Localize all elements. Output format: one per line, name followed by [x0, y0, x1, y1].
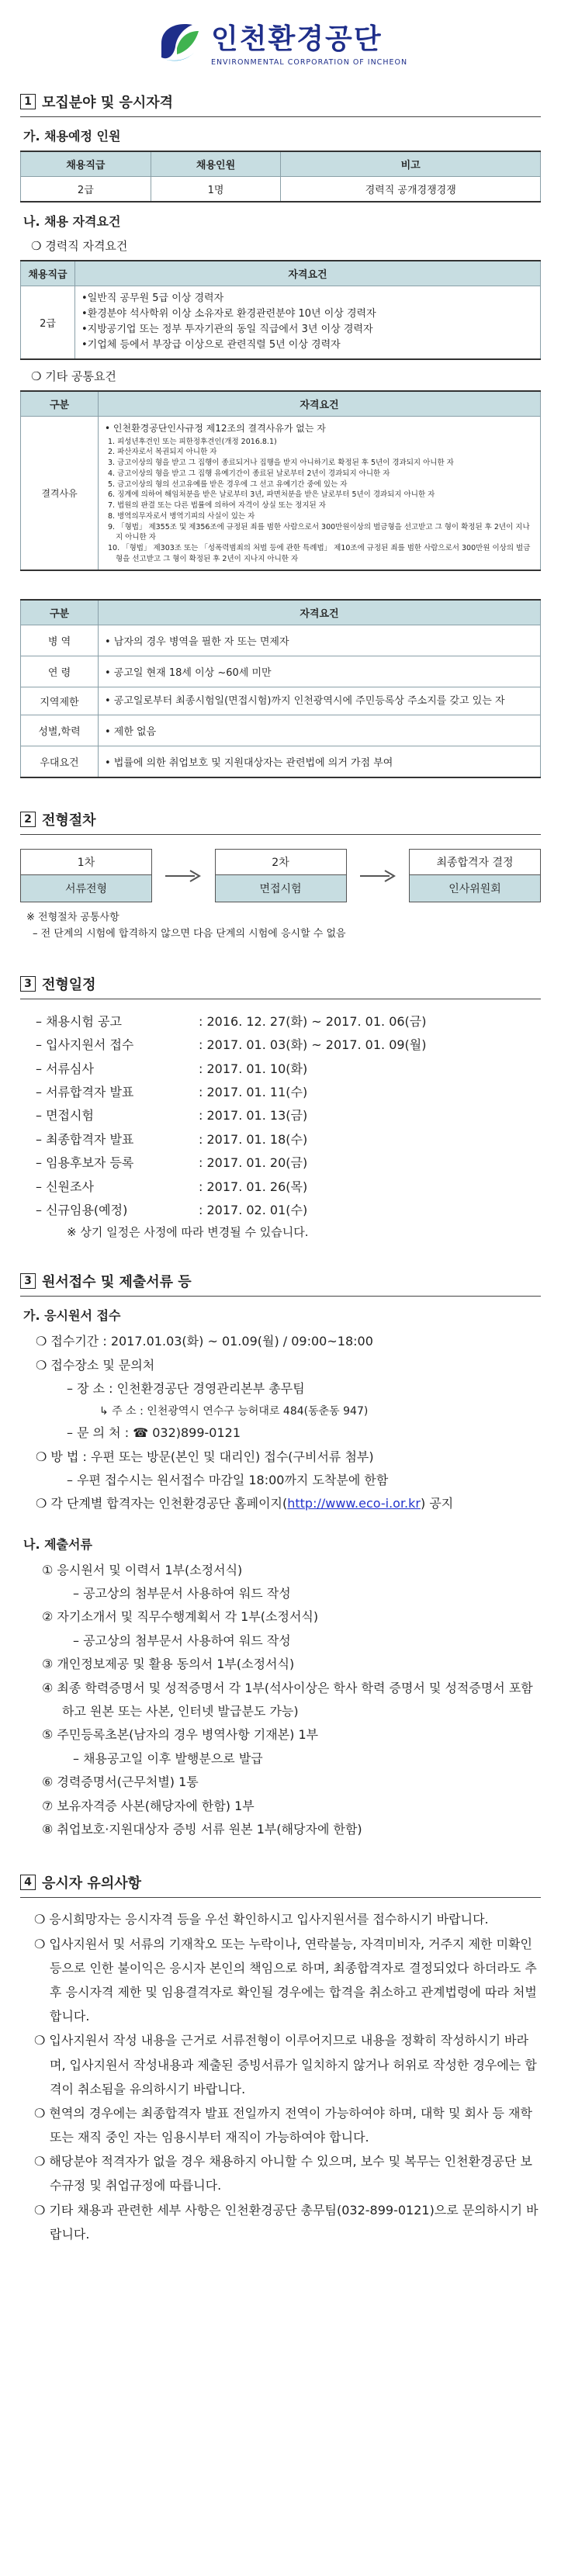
table-cell: 1명 — [151, 177, 281, 203]
caution-item: ❍ 현역의 경우에는 최종합격자 발표 전일까지 전역이 가능하여야 하며, 대학 및 회사 등 재학 또는 재직 중인 자는 임용시부터 재직이 가능하여야 합니다. — [34, 2105, 532, 2145]
table-cell: 경력직 공개경쟁경쟁 — [281, 177, 541, 203]
application-method-note: – 우편 접수시는 원서접수 마감일 18:00까지 도착분에 한함 — [67, 1472, 389, 1487]
header-logo — [20, 0, 541, 84]
section-number: 4 — [20, 1875, 36, 1890]
section-3-heading — [20, 974, 541, 994]
section-5-heading — [20, 1872, 541, 1892]
career-requirements-heading: ❍ 경력직 자격요건 — [31, 239, 128, 253]
leaf-logo-icon — [154, 17, 203, 67]
contact-phone: – 문 의 처 : ☎ 032)899-0121 — [67, 1425, 241, 1441]
schedule-item — [36, 1058, 541, 1081]
table-cell: • 공고일로부터 최종시험일(면접시험)까지 인천광역시에 주민등록상 주소지를 갖고 있는 자 — [99, 687, 541, 715]
announcement-text: ❍ 각 단계별 합격자는 인천환경공단 홈페이지( — [36, 1496, 288, 1511]
schedule-item — [36, 1010, 541, 1034]
table-cell: • 제한 없음 — [99, 715, 541, 746]
schedule-item — [36, 1199, 541, 1222]
list-item: 9. 「형법」 제355조 및 제356조에 규정된 죄를 범한 사람으로서 300만원이상의 벌금형을 선고받고 그 형이 확정된 후 2년이 지나지 아니한 자 — [108, 522, 530, 542]
section-number: 1 — [20, 94, 36, 109]
schedule-item — [36, 1104, 541, 1127]
table-cell: • 공고일 현재 18세 이상 ~60세 미만 — [99, 656, 541, 687]
process-step — [409, 849, 541, 902]
schedule-item — [36, 1128, 541, 1151]
application-place-heading: ❍ 접수장소 및 문의처 — [36, 1357, 155, 1373]
schedule-note: ※ 상기 일정은 사정에 따라 변경될 수 있습니다. — [67, 1225, 309, 1240]
section-number: 3 — [20, 976, 36, 992]
list-item: 10. 「형법」 제303조 또는 「성폭력범죄의 처벌 등에 관한 특례법」 제10조에 규정된 죄를 범한 사람으로서 300만원 이상의 벌금형을 선고받고 그 형이 확정된 후 2년이 지나지 아니한 자 — [108, 544, 531, 563]
table-header: 자격요건 — [75, 261, 541, 286]
list-item: 7. 법원의 판결 또는 다른 법률에 의하여 자격이 상실 또는 정지된 자 — [108, 501, 326, 511]
announcement-info — [36, 1492, 541, 1515]
process-step-label: 면접시험 — [216, 875, 346, 902]
application-period: ❍ 접수기간 : 2017.01.03(화) ~ 01.09(월) / 09:00~18:00 — [36, 1334, 373, 1349]
table-cell: 병 역 — [21, 625, 99, 656]
table-cell: • 남자의 경우 병역을 필한 자 또는 면제자 — [99, 625, 541, 656]
schedule-date: : 2017. 01. 10(화) — [199, 1061, 308, 1076]
table-header: 자격요건 — [99, 391, 541, 417]
hiring-count-table — [20, 151, 541, 203]
schedule-list — [36, 1010, 541, 1223]
common-requirements-heading: ❍ 기타 공통요건 — [31, 369, 116, 383]
section-title: 원서접수 및 제출서류 등 — [42, 1274, 192, 1291]
table-cell: 결격사유 — [21, 416, 99, 570]
table-header: 채용직급 — [21, 151, 151, 177]
section-2-heading — [20, 809, 541, 829]
list-item: 4. 금고이상의 형을 받고 그 집행 유예기간이 종료된 날로부터 2년이 경과되지 아니한 자 — [108, 469, 390, 478]
process-step-title: 1차 — [21, 850, 151, 875]
document-subitem: – 채용공고일 이후 발행분으로 발급 — [73, 1750, 263, 1766]
divider — [20, 834, 541, 835]
document-item: ⑥ 경력증명서(근무처별) 1통 — [42, 1774, 199, 1790]
caution-item: ❍ 입사지원서 작성 내용을 근거로 서류전형이 이루어지므로 내용을 정확히 작성하시기 바라며, 입사지원서 작성내용과 제출된 증빙서류가 일치하지 않거나 허위로 작성한 경우에는 합격이 취소됨을 유의하시기 바랍니다. — [34, 2033, 537, 2096]
schedule-item — [36, 1151, 541, 1175]
document-item: ⑤ 주민등록초본(남자의 경우 병역사항 기재본) 1부 — [42, 1727, 319, 1743]
table-header: 채용인원 — [151, 151, 281, 177]
schedule-label: – 신규임용(예정) — [36, 1202, 128, 1217]
caution-item: ❍ 응시희망자는 응시자격 등을 우선 확인하시고 입사지원서를 접수하시기 바랍니다. — [34, 1912, 489, 1927]
schedule-date: : 2017. 01. 18(수) — [199, 1131, 308, 1147]
section-title: 모집분야 및 응시자격 — [42, 95, 174, 111]
schedule-date: : 2017. 01. 13(금) — [199, 1108, 308, 1124]
document-item: ⑧ 취업보호·지원대상자 증빙 서류 원본 1부(해당자에 한함) — [42, 1821, 362, 1837]
schedule-label: – 임용후보자 등록 — [36, 1155, 134, 1171]
process-note: – 전 단계의 시험에 합격하지 않으면 다음 단계의 시험에 응시할 수 없음 — [33, 928, 346, 940]
schedule-date: : 2017. 02. 01(수) — [199, 1202, 308, 1217]
table-header: 자격요건 — [99, 600, 541, 625]
table-header: 비고 — [281, 151, 541, 177]
list-item: •지방공기업 또는 정부 투자기관의 동일 직급에서 3년 이상 경력자 — [81, 324, 373, 336]
application-method: ❍ 방 법 : 우편 또는 방문(본인 및 대리인) 접수(구비서류 첨부) — [36, 1449, 374, 1464]
document-item: ② 자기소개서 및 직무수행계획서 각 1부(소정서식) — [42, 1609, 319, 1625]
table-cell: 2급 — [21, 286, 75, 359]
schedule-date: : 2016. 12. 27(화) ~ 2017. 01. 06(금) — [199, 1013, 427, 1029]
table-cell: 우대요건 — [21, 746, 99, 778]
table-cell: 연 령 — [21, 656, 99, 687]
sub-heading: 나. 채용 자격요건 — [23, 214, 121, 229]
table-cell: 지역제한 — [21, 687, 99, 715]
table-cell: • 법률에 의한 취업보호 및 지원대상자는 관련법에 의거 가점 부여 — [99, 746, 541, 778]
section-number: 2 — [20, 812, 36, 827]
process-step-title: 최종합격자 결정 — [410, 850, 540, 875]
schedule-date: : 2017. 01. 03(화) ~ 2017. 01. 09(월) — [199, 1037, 427, 1053]
section-4-heading — [20, 1271, 541, 1291]
schedule-date: : 2017. 01. 11(수) — [199, 1085, 308, 1100]
schedule-label: – 채용시험 공고 — [36, 1013, 122, 1029]
table-cell — [99, 416, 541, 570]
document-subitem: – 공고상의 첨부문서 사용하여 워드 작성 — [73, 1633, 291, 1648]
disqualification-intro: • 인천환경공단인사규정 제12조의 결격사유가 없는 자 — [105, 422, 326, 434]
section-title: 응시자 유의사항 — [42, 1875, 141, 1892]
document-subitem: – 공고상의 첨부문서 사용하여 워드 작성 — [73, 1586, 291, 1601]
table-header: 구분 — [21, 600, 99, 625]
list-item: •환경분야 석사학위 이상 소유자로 환경관련분야 10년 이상 경력자 — [81, 308, 376, 320]
section-number: 3 — [20, 1273, 36, 1289]
sub-heading: 가. 채용예정 인원 — [23, 129, 121, 144]
list-item: •기업체 등에서 부장급 이상으로 관련직렬 5년 이상 경력자 — [81, 339, 341, 351]
divider — [20, 116, 541, 117]
table-header: 채용직급 — [21, 261, 75, 286]
caution-item: ❍ 기타 채용과 관련한 세부 사항은 인천환경공단 총무팀(032-899-0121)으로 문의하시기 바랍니다. — [34, 2202, 538, 2242]
logo-name: 인천환경공단 — [210, 23, 383, 55]
disqualification-table — [20, 390, 541, 571]
process-step-label: 서류전형 — [21, 875, 151, 902]
divider — [20, 1296, 541, 1297]
schedule-item — [36, 1034, 541, 1057]
caution-item: ❍ 입사지원서 및 서류의 기재착오 또는 누락이나, 연락불능, 자격미비자, 거주지 제한 미확인 등으로 인한 불이익은 응시자 본인의 책임으로 하며, 최종합격자로 결정되었다 하더라도 추후 응시자격 제한 및 임용결격자로 확인될 경우에는 합격을 취소하고 관계법령에 따라 처벌합니다. — [34, 1936, 537, 2024]
sub-heading: 나. 제출서류 — [23, 1536, 92, 1552]
announcement-text: ) 공지 — [420, 1496, 454, 1511]
schedule-date: : 2017. 01. 20(금) — [199, 1155, 308, 1171]
process-note: ※ 전형절차 공통사항 — [26, 912, 119, 924]
process-step — [20, 849, 152, 902]
section-title: 전형일정 — [42, 976, 96, 993]
process-flow — [20, 849, 541, 902]
list-item: 3. 금고이상의 형을 받고 그 집행이 종료되거나 집행을 받지 아니하기로 확정된 후 5년이 경과되지 아니한 자 — [108, 459, 454, 468]
schedule-label: – 서류심사 — [36, 1061, 94, 1076]
schedule-item — [36, 1081, 541, 1104]
caution-list — [20, 1907, 541, 2246]
document-item: ③ 개인정보제공 및 활용 동의서 1부(소정서식) — [42, 1657, 295, 1672]
homepage-link[interactable]: http://www.eco-i.or.kr — [287, 1496, 421, 1511]
schedule-label: – 서류합격자 발표 — [36, 1085, 134, 1100]
document-item: ⑦ 보유자격증 사본(해당자에 한함) 1부 — [42, 1798, 255, 1813]
section-title: 전형절차 — [42, 812, 96, 829]
schedule-item — [36, 1175, 541, 1199]
section-1-heading — [20, 92, 541, 112]
list-item: •일반직 공무원 5급 이상 경력자 — [81, 293, 224, 304]
application-address: ↳ 주 소 : 인천광역시 연수구 능허대로 484(동춘동 947) — [99, 1404, 369, 1418]
career-requirements-table — [20, 260, 541, 360]
sub-heading: 가. 응시원서 접수 — [23, 1308, 121, 1324]
table-cell — [75, 286, 541, 359]
arrow-right-icon — [358, 868, 397, 884]
list-item: 6. 징계에 의하여 해임처분을 받은 날로부터 3년, 파면처분을 받은 날로부터 5년이 경과되지 아니한 자 — [108, 490, 435, 500]
logo-subtitle: ENVIRONMENTAL CORPORATION OF INCHEON — [210, 58, 408, 67]
divider — [20, 1897, 541, 1898]
schedule-label: – 최종합격자 발표 — [36, 1131, 134, 1147]
schedule-label: – 신원조사 — [36, 1179, 94, 1194]
document-item: ① 응시원서 및 이력서 1부(소정서식) — [42, 1562, 243, 1577]
process-step-label: 인사위원회 — [410, 875, 540, 902]
schedule-date: : 2017. 01. 26(목) — [199, 1179, 308, 1194]
schedule-label: – 입사지원서 접수 — [36, 1037, 134, 1053]
list-item: 2. 파산자로서 복권되지 아니한 자 — [108, 448, 217, 457]
application-place: – 장 소 : 인천환경공단 경영관리본부 총무팀 — [67, 1381, 305, 1397]
table-cell: 성별,학력 — [21, 715, 99, 746]
list-item: 5. 금고이상의 형의 선고유예를 받은 경우에 그 선고 유예기간 중에 있는 자 — [108, 480, 348, 489]
table-cell: 2급 — [21, 177, 151, 203]
list-item: 8. 병역의무자로서 병역기피의 사실이 있는 자 — [108, 511, 255, 521]
process-step — [215, 849, 347, 902]
process-step-title: 2차 — [216, 850, 346, 875]
table-header: 구분 — [21, 391, 99, 417]
general-requirements-table — [20, 599, 541, 779]
list-item: 1. 피성년후견인 또는 피한정후견인(개정 2016.8.1) — [108, 437, 277, 446]
caution-item: ❍ 해당분야 적격자가 없을 경우 채용하지 아니할 수 있으며, 보수 및 복무는 인천환경공단 보수규정 및 취업규정에 따릅니다. — [34, 2154, 532, 2193]
document-item: ④ 최종 학력증명서 및 성적증명서 각 1부(석사이상은 학사 학력 증명서 및 성적증명서 포함하고 원본 또는 사본, 인터넷 발급분도 가능) — [42, 1680, 533, 1719]
schedule-label: – 면접시험 — [36, 1108, 94, 1124]
arrow-right-icon — [164, 868, 203, 884]
